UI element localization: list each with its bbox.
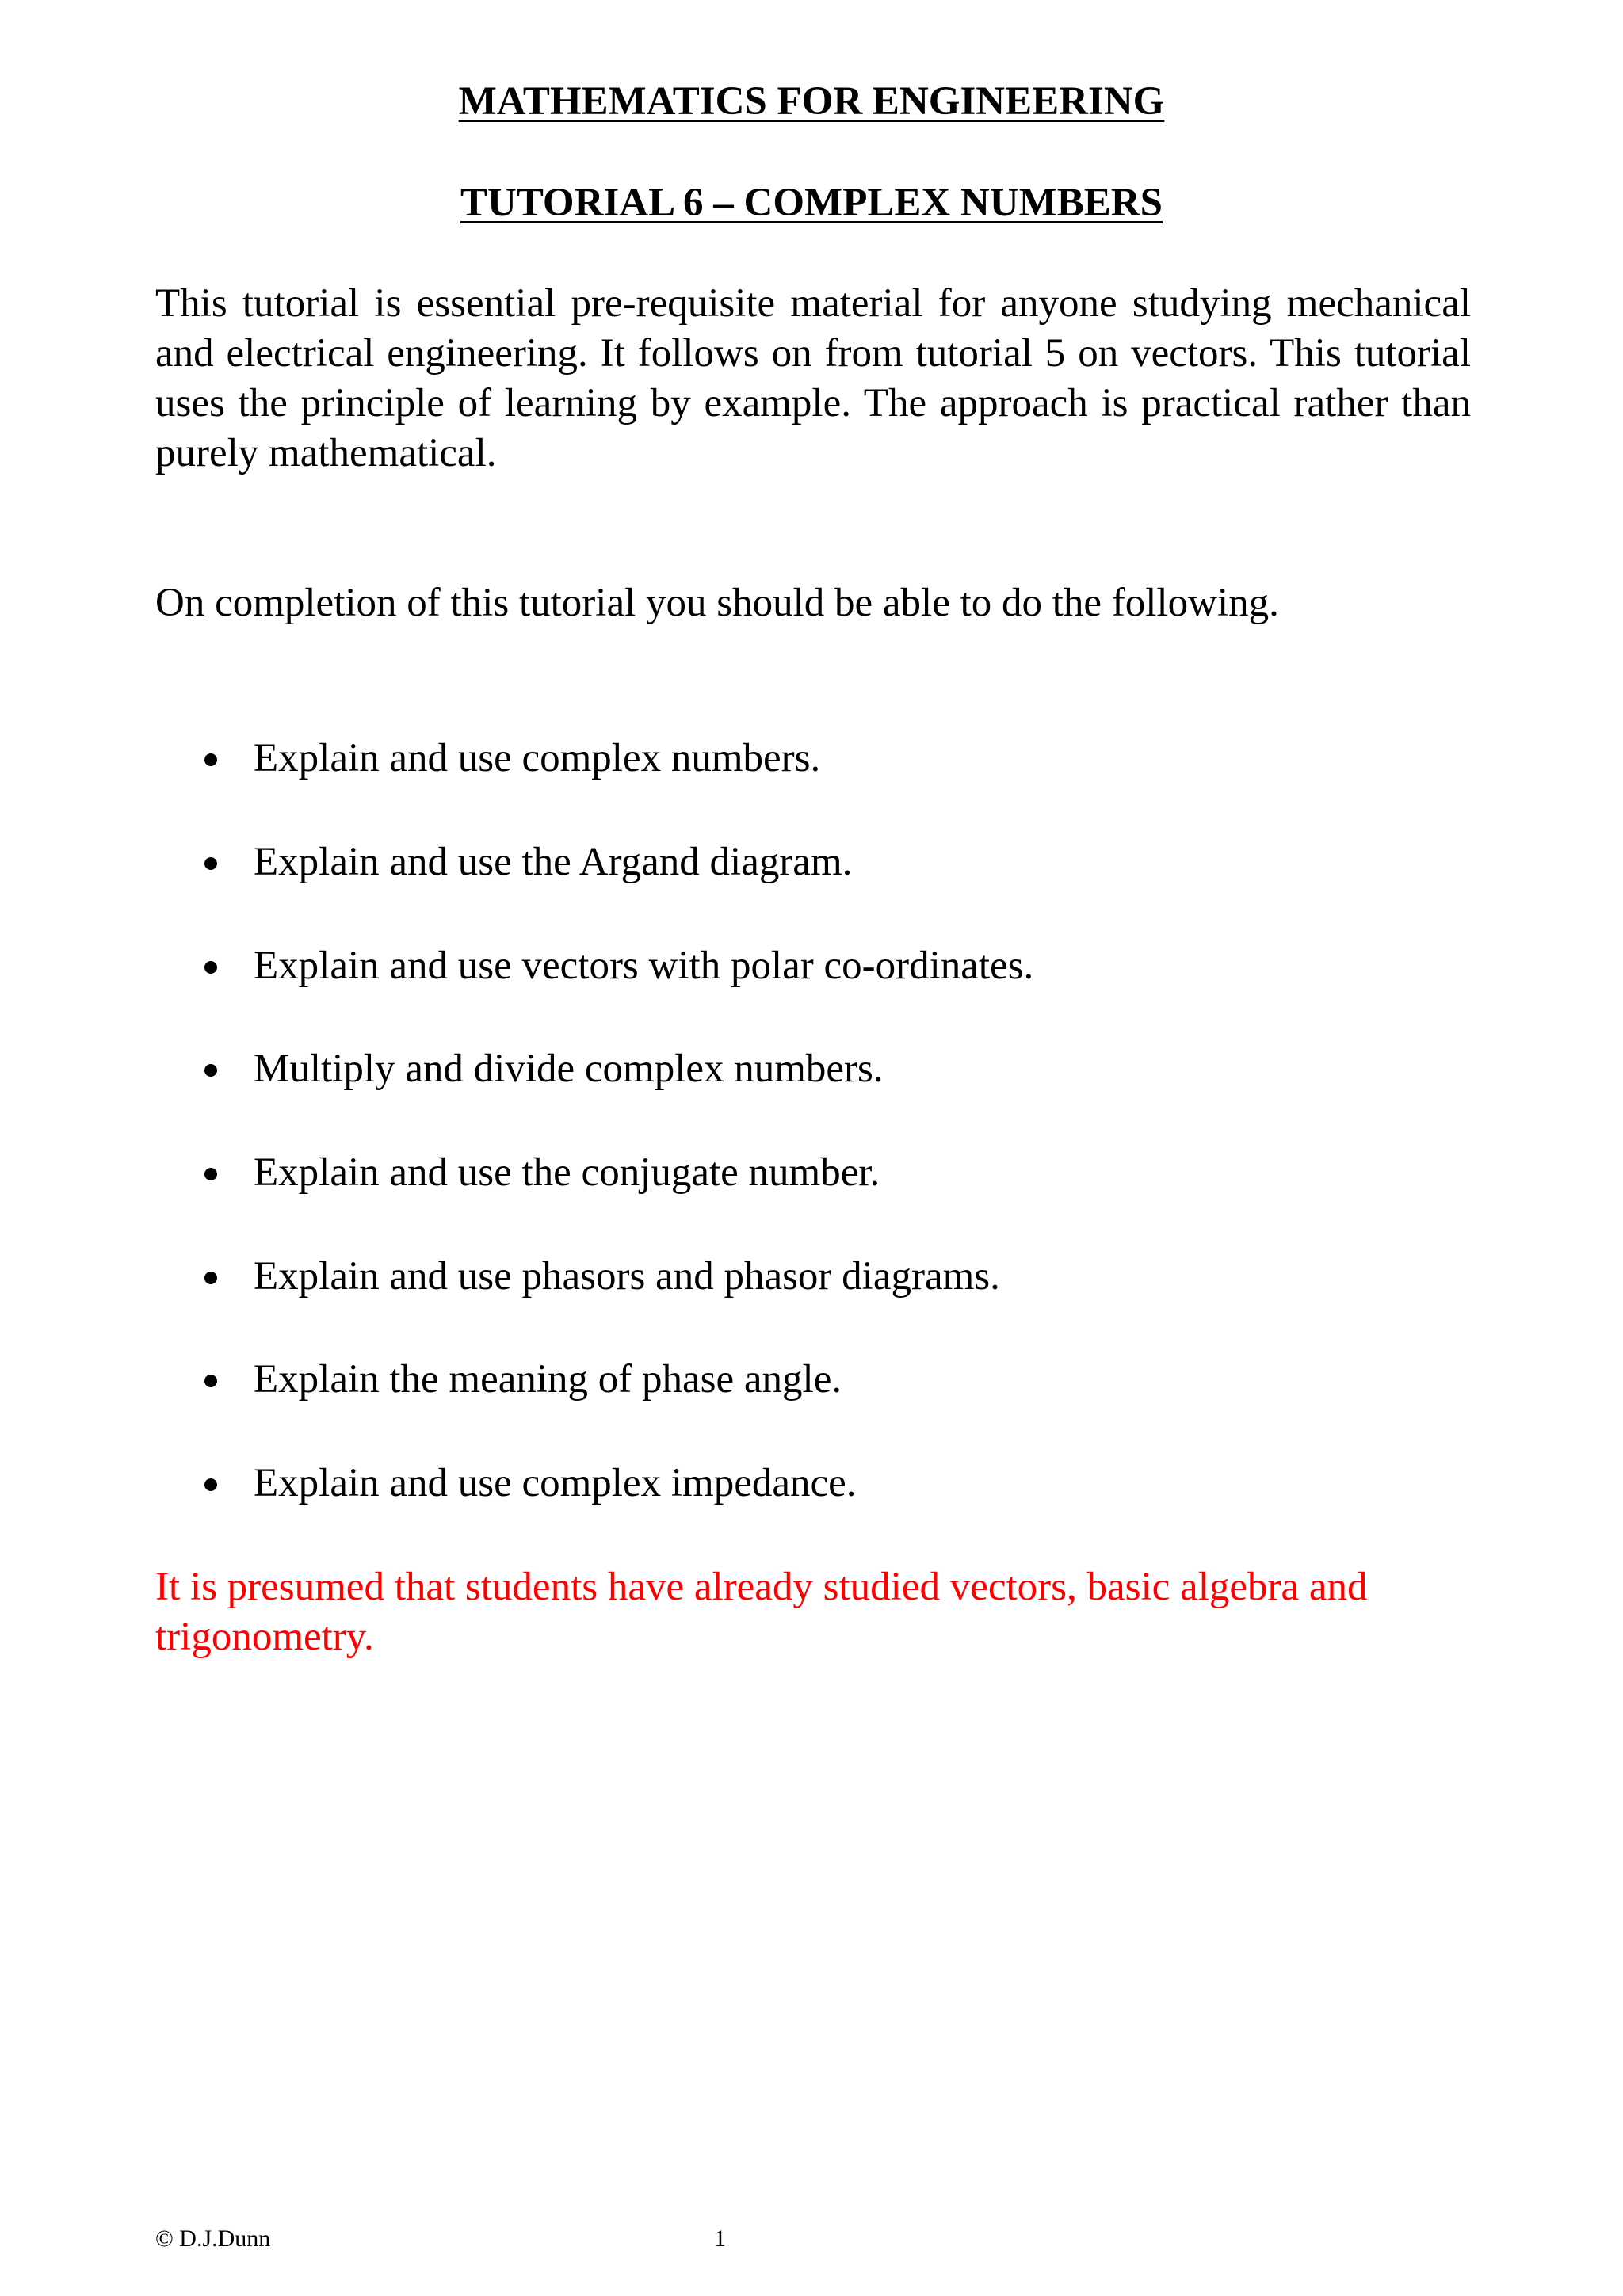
list-item-text: Explain and use phasors and phasor diagrams.	[254, 1254, 1000, 1299]
list-item	[203, 941, 1392, 991]
bullet-icon	[203, 1252, 227, 1302]
list-item	[203, 1148, 1392, 1198]
document-title: MATHEMATICS FOR ENGINEERING	[458, 79, 1165, 124]
list-item	[203, 1355, 1392, 1405]
list-item-text: Explain and use the Argand diagram.	[254, 840, 853, 884]
list-item-text: Explain the meaning of phase angle.	[254, 1357, 842, 1402]
list-item-text: Multiply and divide complex numbers.	[254, 1047, 884, 1091]
bullet-icon	[203, 734, 227, 784]
list-item	[203, 1252, 1392, 1302]
bullet-icon	[203, 1459, 227, 1508]
list-item	[203, 1459, 1392, 1508]
footer-copyright: © D.J.Dunn	[155, 2225, 271, 2252]
objectives-lead: On completion of this tutorial you should be able to do the following.	[155, 581, 1279, 625]
list-item-text: Explain and use the conjugate number.	[254, 1150, 880, 1195]
bullet-icon	[203, 1148, 227, 1198]
intro-paragraph: This tutorial is essential pre-requisite material for anyone studying mechanical and electrical engineering. It follows on from tutorial 5 on vectors. This tutorial uses the principle of learning by example. The approach is practical rather than purely mathematical.	[155, 281, 1471, 475]
bullet-icon	[203, 1044, 227, 1094]
footer-page-number: 1	[714, 2225, 726, 2252]
list-item-text: Explain and use complex numbers.	[254, 736, 821, 780]
prerequisite-note: It is presumed that students have already studied vectors, basic algebra and trigonometry.	[155, 1565, 1368, 1659]
bullet-icon	[203, 837, 227, 887]
bullet-icon	[203, 941, 227, 991]
list-item-text: Explain and use complex impedance.	[254, 1461, 857, 1505]
list-item-text: Explain and use vectors with polar co-ordinates.	[254, 944, 1034, 988]
list-item	[203, 837, 1392, 887]
bullet-icon	[203, 1355, 227, 1405]
tutorial-subtitle: TUTORIAL 6 – COMPLEX NUMBERS	[460, 181, 1163, 225]
list-item	[203, 734, 1392, 784]
list-item	[203, 1044, 1392, 1094]
